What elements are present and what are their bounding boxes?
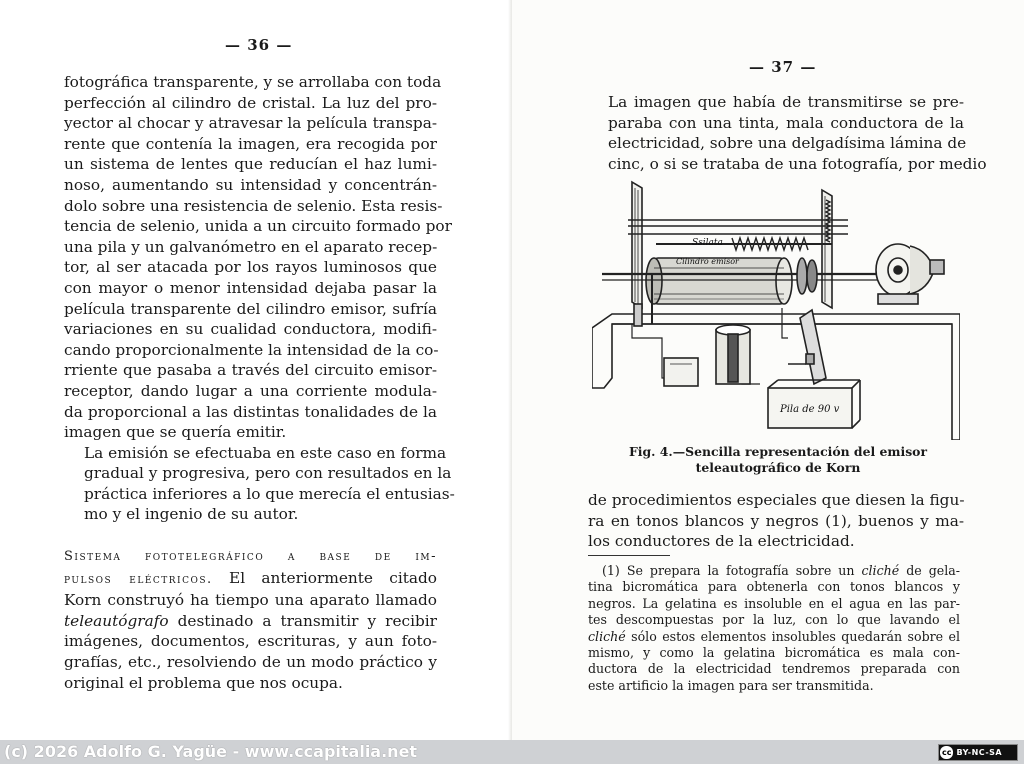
right-body-after-figure — [588, 490, 964, 552]
figure-caption: Fig. 4.—Sencilla representación del emisor teleautográfico de Korn — [629, 444, 927, 475]
paragraph-3: Sistema fototelegráfico a base de im- pulsos eléctricos. El anteriormente citado Korn construyó ha tiempo una aparato llamado teleautógrafo destinado a transmitir y recibir imágenes, documentos, escrituras, y aun foto- grafías, etc., resolviendo de un modo práctico y original el problema que nos ocupa. — [64, 549, 437, 692]
text-line: yector al chocar y atravesar la película transpa- — [64, 114, 437, 133]
page-number-right: — 37 — — [749, 58, 817, 76]
battery-cells — [716, 325, 750, 384]
right-paragraph-2 — [588, 490, 964, 552]
contact-lever — [788, 310, 826, 384]
text-line: rente que contenía la imagen, era recogida por — [64, 134, 437, 153]
text-line: negros. La gelatina es insoluble en el agua en las par- — [588, 595, 960, 611]
footnote: (1) Se prepara la fotografía sobre un cliché de gela- tina bicromática para obtenerla con tonos blancos y negros. La gelatina es insoluble en el agua en las par- tes descompuestas por la luz, con lo que lavando el cliché sólo estos elementos insolubles quedarán sobre el mismo, y como la gelatina bicromática es mala con- ductora de la electricidad tendremos preparada con este artificio la imagen para ser transmitida. — [588, 563, 960, 693]
text-line: perfección al cilindro de cristal. La luz del pro- — [64, 93, 437, 112]
text-line: una pila y un galvanómetro en el aparato recep- — [64, 237, 438, 256]
text-line: imagen que se quería emitir. — [64, 423, 287, 442]
text-line: mo y el ingenio de su autor. — [84, 505, 299, 524]
text-line: tina bicromática para obtenerla con tonos blancos y — [588, 579, 960, 595]
text-line: grafías, etc., resolviendo de un modo práctico y — [64, 653, 437, 672]
paragraph-2 — [64, 443, 455, 525]
text-line: mismo, y como la gelatina bicromática es mala con- — [588, 645, 960, 661]
text-line: película transparente del cilindro emisor, sufría — [64, 299, 437, 318]
copyright-credit: (c) 2026 Adolfo G. Yagüe - www.ccapitalia.net — [4, 742, 418, 761]
electric-motor — [876, 244, 944, 304]
right-page — [512, 0, 1024, 740]
figure-korn-transmitter — [592, 178, 960, 440]
cc-license-badge[interactable] — [938, 744, 1018, 761]
left-page — [0, 0, 512, 740]
text-line: La emisión se efectuaba en este caso en forma — [84, 443, 447, 462]
text-line: este artificio la imagen para ser transmitida. — [588, 677, 874, 693]
section-heading-cont: pulsos eléctricos. — [64, 571, 213, 587]
page-number-left: — 36 — — [225, 36, 293, 54]
text-line: tes descompuestas por la luz, con lo que lavando el — [588, 612, 960, 628]
left-body-text — [64, 72, 455, 693]
right-paragraph-1 — [588, 92, 987, 174]
term-teleautografo: teleautógrafo — [64, 611, 169, 630]
text-line: receptor, dando lugar a una corriente modula- — [64, 381, 437, 400]
footer-bar — [0, 740, 1024, 764]
text-line: con mayor o menor intensidad dejaba pasar la — [64, 278, 437, 297]
license-terms: BY-NC-SA — [956, 748, 1003, 757]
text-line: gradual y progresiva, pero con resultados en la — [84, 464, 452, 483]
label-screw: Ssilata — [692, 238, 723, 248]
threaded-screw — [656, 238, 832, 250]
label-battery: Pila de 90 v — [780, 404, 840, 415]
text-line: ductora de la electricidad tendremos preparada con — [588, 661, 960, 677]
text-line: fotográfica transparente, y se arrollaba con toda — [64, 73, 442, 91]
text-line: original el problema que nos ocupa. — [64, 673, 343, 692]
cc-icon: cc — [942, 748, 952, 757]
text-line: ra en tonos blancos y negros (1), buenos y ma- — [588, 511, 964, 530]
text-line: paraba con una tinta, mala conductora de la — [608, 113, 964, 132]
text-line: cando proporcionalmente la intensidad de la co- — [64, 340, 439, 359]
paragraph-1 — [64, 72, 452, 443]
text-line: rriente que pasaba a través del circuito emisor- — [64, 361, 437, 380]
right-intro-text — [588, 92, 987, 174]
text-line: tor, al ser atacada por los rayos luminosos que — [64, 258, 437, 277]
text-line: imágenes, documentos, escrituras, y aun foto- — [64, 632, 437, 651]
text-line: electricidad, sobre una delgadísima lámina de — [608, 134, 967, 153]
text-line: La imagen que había de transmitirse se pre- — [608, 93, 964, 111]
footnote-rule — [588, 555, 670, 556]
text-line: da proporcional a las distintas tonalidades de la — [64, 402, 437, 421]
text-line: variaciones en su cualidad conductora, modifi- — [64, 320, 437, 339]
galvanometer-box — [664, 358, 698, 386]
left-upright — [632, 182, 642, 308]
text-line: cinc, o si se trataba de una fotografía, por medio — [608, 154, 987, 173]
text-line: un sistema de lentes que reducían el haz lumi- — [64, 155, 437, 174]
text-line: dolo sobre una resistencia de selenio. Esta resis- — [64, 196, 443, 215]
section-heading: Sistema fototelegráfico a base de im- — [64, 549, 437, 565]
text-line: de procedimientos especiales que diesen la figu- — [588, 491, 965, 509]
text-line: los conductores de la electricidad. — [588, 532, 855, 551]
text-line: práctica inferiores a lo que merecía el entusias- — [84, 484, 455, 503]
text-line: noso, aumentando su intensidad y concentrán- — [64, 175, 437, 194]
text-line: tencia de selenio, unida a un circuito formado por — [64, 217, 452, 236]
label-cylinder: Cilindro emisor — [676, 257, 739, 266]
